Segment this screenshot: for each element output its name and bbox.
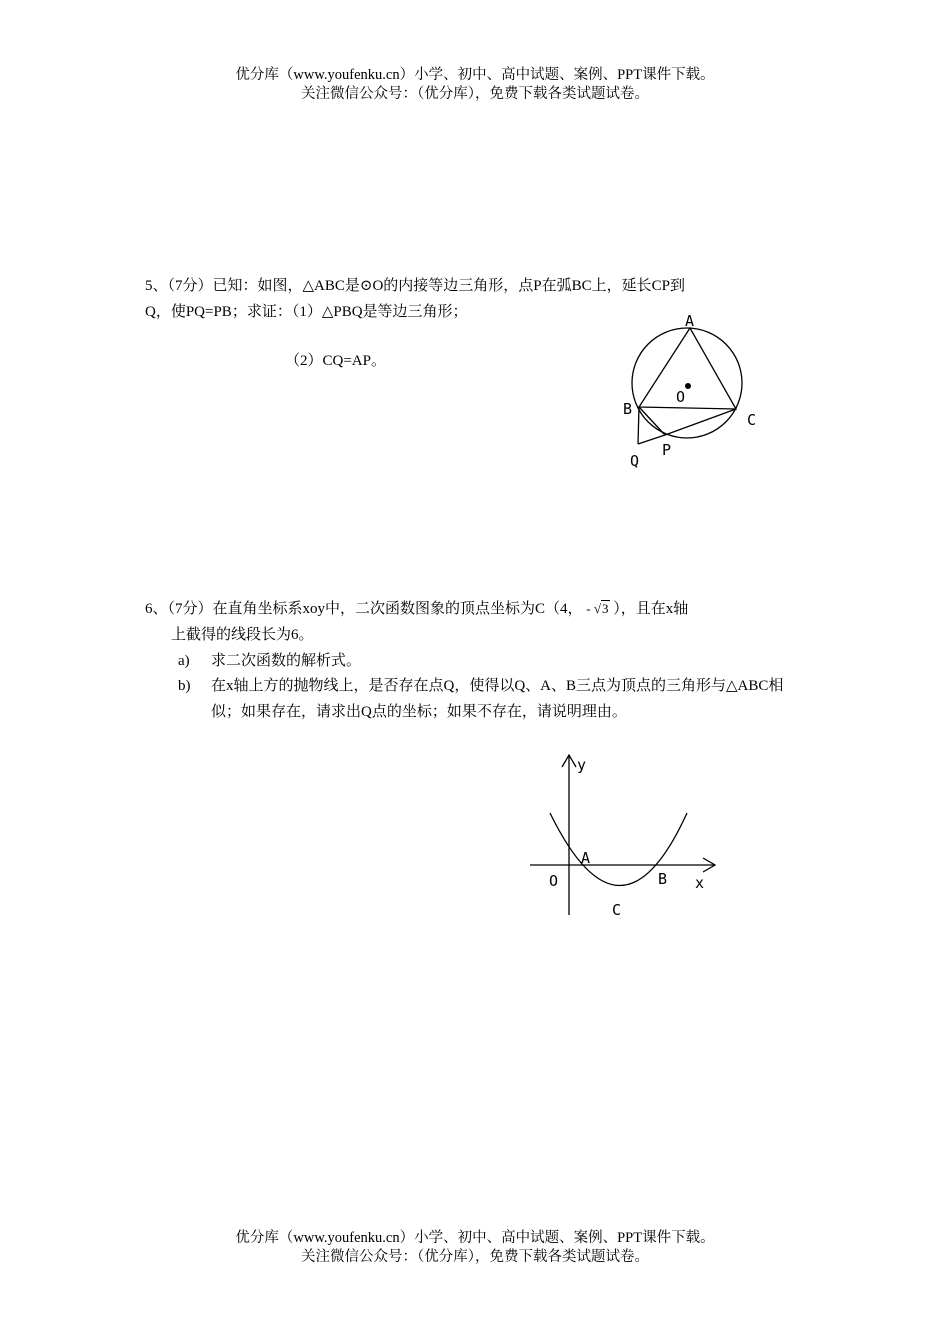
segment-bq	[638, 407, 639, 444]
label-y: y	[577, 756, 587, 774]
q6-line-1	[145, 596, 807, 622]
header-line-2: 关注微信公众号：（优分库），免费下载各类试题试卷。	[301, 86, 649, 102]
q6-item-b	[178, 673, 808, 725]
segment-bp	[639, 407, 665, 435]
item-b-marker: b)	[178, 678, 191, 694]
header-line-1: 优分库（www.youfenku.cn）小学、初中、高中试题、案例、PPT课件下载。	[235, 67, 715, 83]
q5-line-1: 5、（7分）已知：如图，△ABC是⊙O的内接等边三角形，点P在弧BC上，延长CP到	[145, 278, 685, 294]
radicand: 3	[602, 601, 609, 616]
minus-sign: -	[586, 601, 591, 616]
label-b: B	[658, 870, 668, 888]
q5-line-2: Q，使PQ=PB；求证：（1）△PBQ是等边三角形；	[145, 304, 468, 320]
segment-pq	[638, 435, 665, 444]
q6-line-1-start: 6、（7分）在直角坐标系xoy中，二次函数图象的顶点坐标为C（4，	[145, 601, 583, 617]
label-q: Q	[630, 452, 640, 470]
label-b: B	[623, 400, 633, 418]
q6-item-a	[178, 648, 808, 674]
page-header	[0, 66, 950, 104]
q6-line-1-end: ），且在x轴	[613, 601, 689, 617]
label-origin: O	[549, 872, 559, 890]
q5-circle-figure	[610, 306, 760, 476]
neg-sqrt-3: - √3	[586, 601, 609, 616]
q6-line-2: 上截得的线段长为6。	[171, 627, 314, 643]
footer-line-2: 关注微信公众号：（优分库），免费下载各类试题试卷。	[301, 1249, 649, 1265]
question-6	[145, 596, 807, 648]
label-a: A	[581, 849, 591, 867]
circumcircle-o	[632, 328, 742, 438]
page-footer	[0, 1229, 950, 1267]
item-a-marker: a)	[178, 653, 190, 669]
label-x: x	[695, 874, 705, 892]
footer-line-1: 优分库（www.youfenku.cn）小学、初中、高中试题、案例、PPT课件下载。	[235, 1230, 715, 1246]
label-a: A	[685, 312, 695, 330]
label-c: C	[612, 901, 622, 919]
q5-part-2: （2）CQ=AP。	[285, 353, 386, 369]
label-p: P	[662, 441, 672, 459]
item-a-text: 求二次函数的解析式。	[211, 653, 362, 669]
label-c: C	[747, 411, 757, 429]
item-b-text: 在x轴上方的抛物线上，是否存在点Q，使得以Q、A、B三点为顶点的三角形与△ABC相似；如果存在，请求出Q点的坐标；如果不存在，请说明理由。	[211, 678, 784, 720]
label-o: O	[676, 388, 686, 406]
q6-parabola-figure	[525, 750, 725, 925]
center-point-o	[685, 383, 691, 389]
